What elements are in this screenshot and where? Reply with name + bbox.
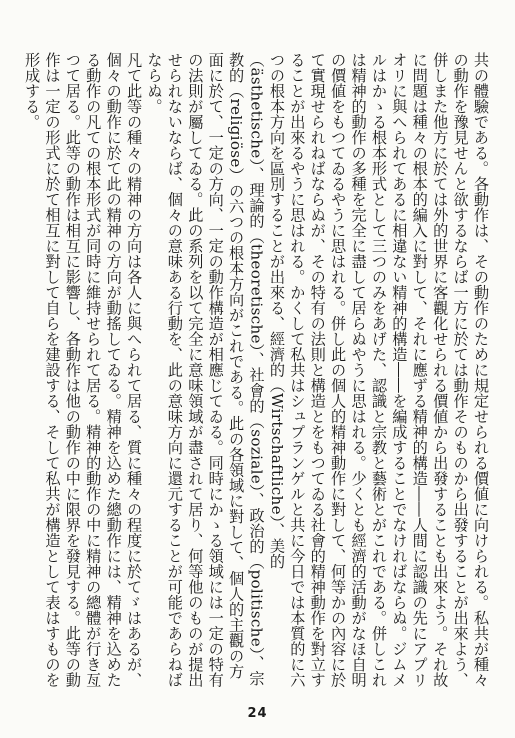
vertical-text-body — [23, 52, 491, 692]
paragraph-2: 凡て此等の種々の精神の方向は各人に與へられて居る、質に種々の程度に於てゞはあるが、個々の動作に於て此の精神の方向が動搖してゐる。精神を込めた總動作には、精神を込めたる動作の凡ての根本形式が同時に維持せられて居る。精神的動作の中に精神の總體が行き亙つて居る。此等の動作は相互に影響し、各動作は他の動作の中に限界を發見する。此等の動作は一定の形式に於て相互に對して自らを建設する、そして私共が構造として表はすものを形成する。 — [23, 52, 144, 688]
paragraph-1: 共の體驗である。各動作は、その動作のために規定せられる價値に向けられる。私共が種々の動作を豫見せんと欲するならば一方に於ては動作そのものから出發することが出來よう、併しまた他方に於ては外的世界に客觀化せられる價値から出發することも出來よう。それ故に問題は種々の根本的編入に對して、それに應ずる精神的構造――人間に認識の先にアプリオリに與へられてあるに相違ない精神的構造――を編成することでなければならぬ。ジムメルはかゝる根本形式として三つのみをあげた、認識と宗教と藝術とがこれである。併しこれは精神的動作の多種を完全に盡して居らぬやうに思はれる。少くとも經濟的活動がなほ自明の價値をもつてゐるやうに思はれる。併し此の個人的精神動作に對して、何等かの內容に於て實現せられねばならぬが、その特有の法則と構造とをもつてゐる社會的精神動作を對立することが出來るやうに思はれる。かくして私共はシュプランゲルと共に今日では本質的に六つの根本方向を區別することが出來る、經濟的（Wirtschaftliche）、美的（ästhetische）、理論的（theoretische）、社會的（soziale）、政治的（politische）、宗教的（religiöse）の六つの根本方向がこれである。此の各領域に對して、個人的主觀の方面に於て、一定の方向、一定の動作構造が相應じてゐる。同時にかゝる領域には一定の特有の法則が屬してゐる。此の系列を以て完全に意味領域が盡されて居り、何等他のものが提出せられないならば、個々の意味ある行動を、此の意味方向に還元することが可能であらねばならぬ。 — [145, 52, 490, 688]
page-number: 24 — [247, 706, 268, 721]
